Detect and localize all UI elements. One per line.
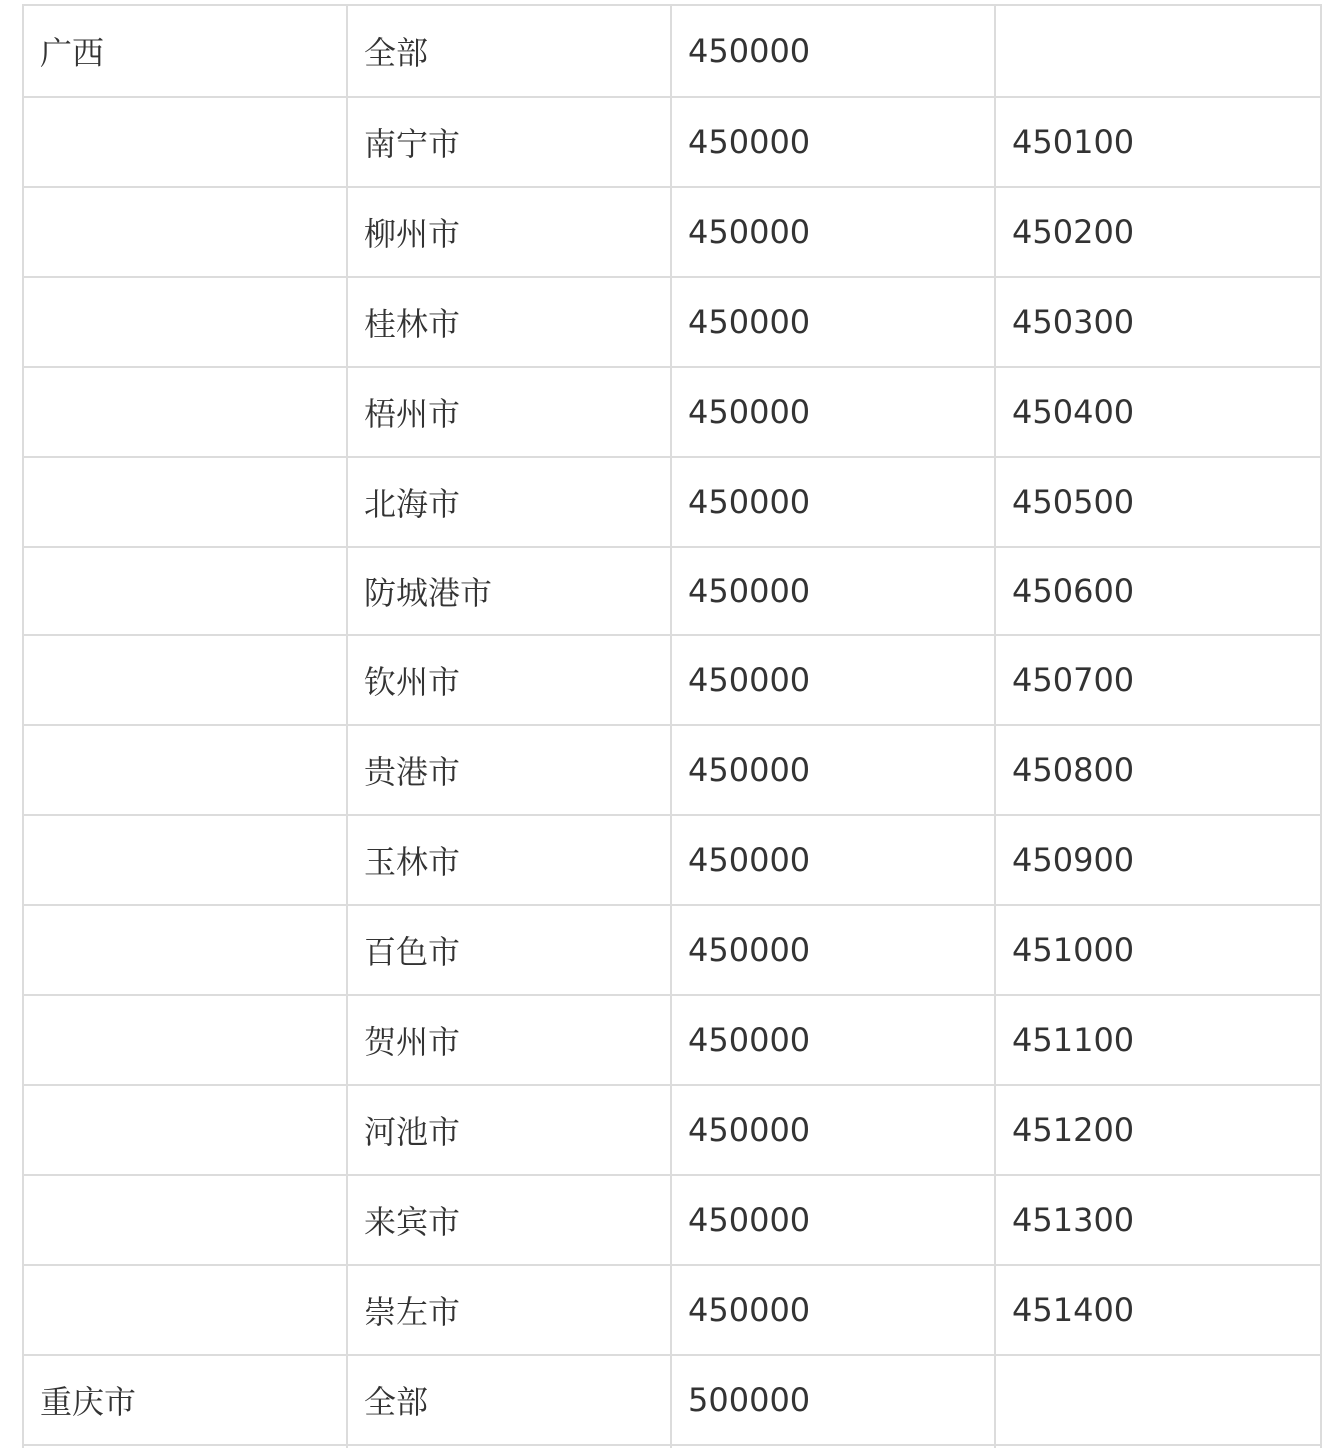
table-row	[23, 1175, 1321, 1265]
city-cell: 崇左市	[347, 1265, 671, 1355]
city-cell: 钦州市	[347, 635, 671, 725]
city-cell: 南宁市	[347, 97, 671, 187]
table-row	[23, 1085, 1321, 1175]
table-row	[23, 457, 1321, 547]
province-code-cell: 450000	[671, 187, 995, 277]
city-cell: 百色市	[347, 905, 671, 995]
province-code-cell: 500000	[671, 1355, 995, 1445]
city-cell: 贺州市	[347, 995, 671, 1085]
province-cell	[23, 725, 347, 815]
province-code-cell: 450000	[671, 815, 995, 905]
city-code-cell: 450600	[995, 547, 1321, 635]
city-cell: 梧州市	[347, 367, 671, 457]
table-row	[23, 1355, 1321, 1445]
province-code-cell: 450000	[671, 995, 995, 1085]
city-code-cell	[995, 1355, 1321, 1445]
city-code-cell: 450500	[995, 457, 1321, 547]
province-cell	[23, 547, 347, 635]
province-cell	[23, 1265, 347, 1355]
table-row	[23, 367, 1321, 457]
city-cell: 玉林市	[347, 815, 671, 905]
province-code-cell: 450000	[671, 97, 995, 187]
city-code-cell: 450100	[995, 97, 1321, 187]
province-cell	[23, 367, 347, 457]
city-code-cell: 451100	[995, 995, 1321, 1085]
city-code-cell	[995, 5, 1321, 97]
province-code-cell: 450000	[671, 1265, 995, 1355]
table-row	[23, 635, 1321, 725]
province-code-cell: 450000	[671, 1085, 995, 1175]
province-code-cell: 450000	[671, 1175, 995, 1265]
region-code-table	[22, 4, 1322, 1448]
city-code-cell: 450900	[995, 815, 1321, 905]
table-body	[23, 5, 1321, 1448]
city-cell: 来宾市	[347, 1175, 671, 1265]
city-code-cell: 451300	[995, 1175, 1321, 1265]
city-code-cell: 451000	[995, 905, 1321, 995]
province-code-cell: 450000	[671, 367, 995, 457]
province-cell	[23, 635, 347, 725]
city-cell: 全部	[347, 1355, 671, 1445]
city-code-cell: 450200	[995, 187, 1321, 277]
city-cell: 桂林市	[347, 277, 671, 367]
province-cell	[23, 97, 347, 187]
table-row	[23, 995, 1321, 1085]
province-cell	[23, 277, 347, 367]
province-code-cell: 450000	[671, 547, 995, 635]
table-row	[23, 725, 1321, 815]
province-cell	[23, 1175, 347, 1265]
city-code-cell: 450800	[995, 725, 1321, 815]
table-row	[23, 5, 1321, 97]
province-cell: 广西	[23, 5, 347, 97]
province-cell: 重庆市	[23, 1355, 347, 1445]
table-row	[23, 547, 1321, 635]
province-cell	[23, 457, 347, 547]
province-cell	[23, 187, 347, 277]
city-cell: 柳州市	[347, 187, 671, 277]
province-cell	[23, 815, 347, 905]
province-code-cell: 450000	[671, 277, 995, 367]
province-code-cell: 450000	[671, 5, 995, 97]
province-code-cell: 450000	[671, 457, 995, 547]
city-cell: 全部	[347, 5, 671, 97]
city-code-cell: 450700	[995, 635, 1321, 725]
table-row	[23, 277, 1321, 367]
table-row	[23, 815, 1321, 905]
city-code-cell: 450400	[995, 367, 1321, 457]
city-cell: 贵港市	[347, 725, 671, 815]
table-row	[23, 97, 1321, 187]
city-cell: 北海市	[347, 457, 671, 547]
table-row	[23, 905, 1321, 995]
city-code-cell: 451400	[995, 1265, 1321, 1355]
province-cell	[23, 905, 347, 995]
province-cell	[23, 995, 347, 1085]
city-cell: 河池市	[347, 1085, 671, 1175]
city-cell: 防城港市	[347, 547, 671, 635]
province-code-cell: 450000	[671, 725, 995, 815]
province-code-cell: 450000	[671, 905, 995, 995]
table-row	[23, 1265, 1321, 1355]
table-row	[23, 187, 1321, 277]
city-code-cell: 451200	[995, 1085, 1321, 1175]
city-code-cell: 450300	[995, 277, 1321, 367]
province-cell	[23, 1085, 347, 1175]
province-code-cell: 450000	[671, 635, 995, 725]
